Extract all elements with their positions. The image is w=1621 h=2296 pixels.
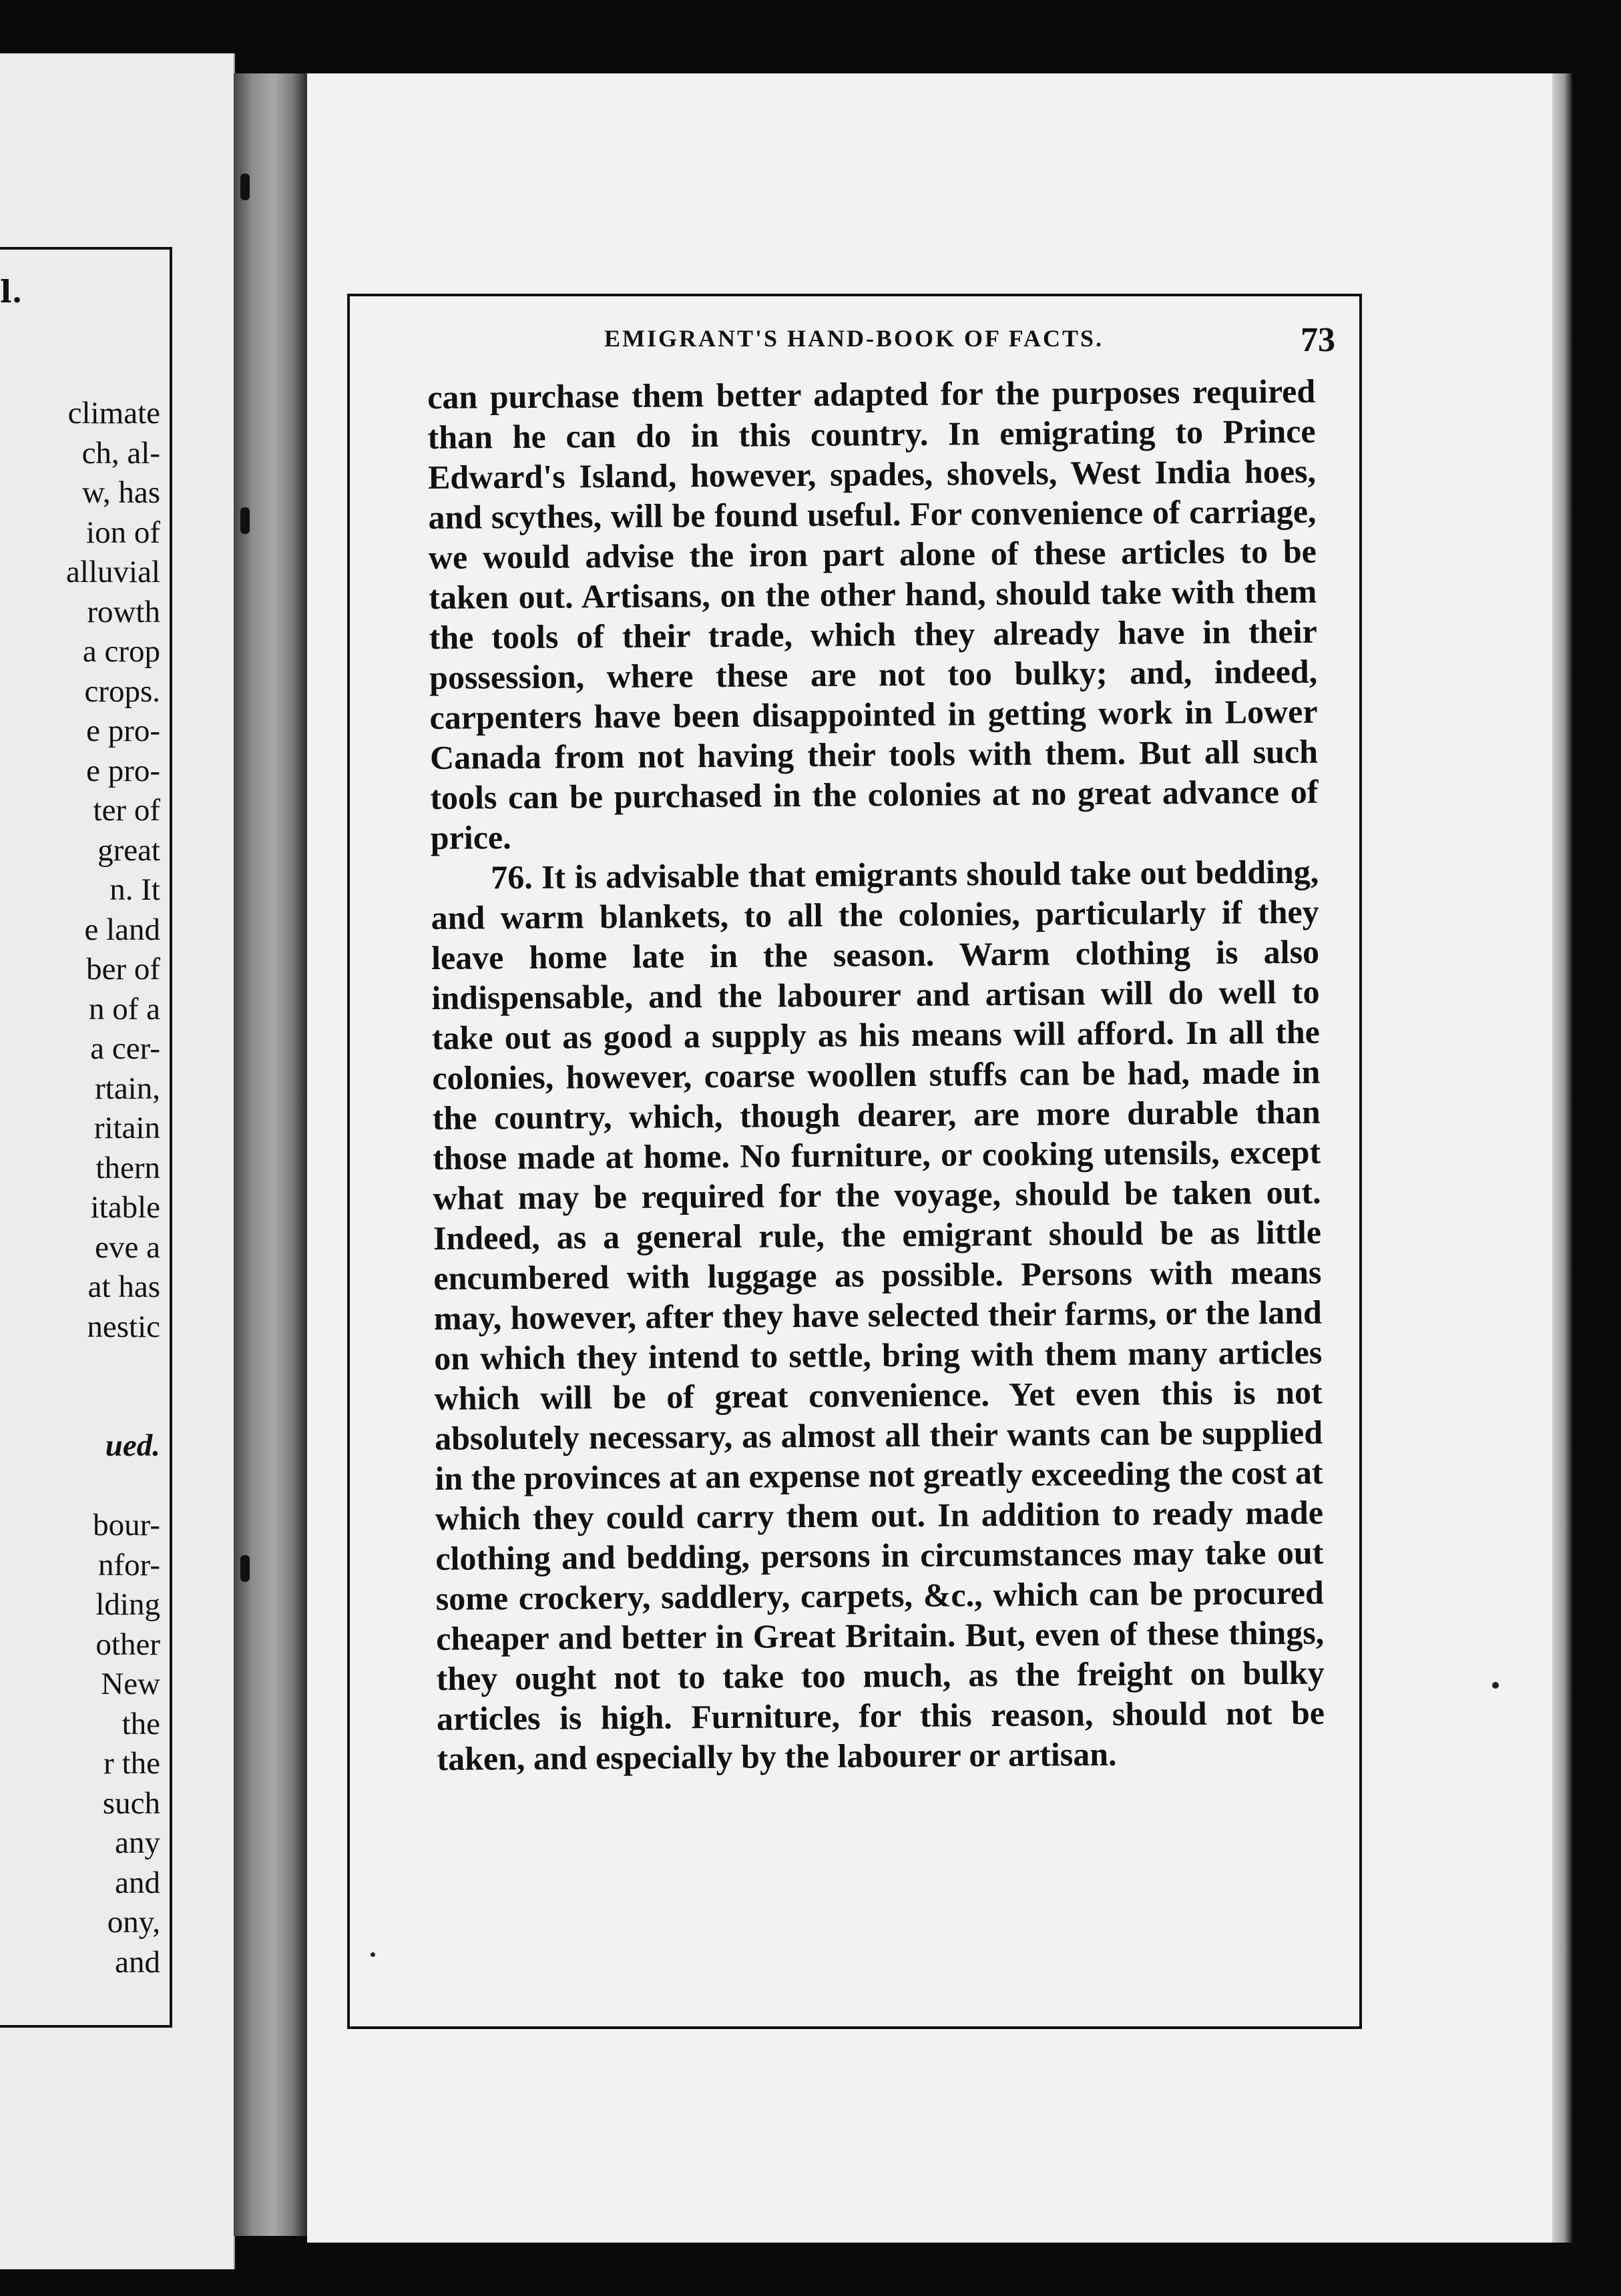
left-page-line: at has (87, 1269, 160, 1304)
left-page-line: ritain (93, 1111, 160, 1145)
binding-mark (240, 174, 250, 200)
left-page-line: a cer- (90, 1031, 160, 1066)
left-page-line: eve a (95, 1229, 160, 1265)
left-page-line: New (101, 1667, 160, 1701)
left-page-line: n of a (88, 991, 160, 1027)
left-page-line: ued. (105, 1428, 160, 1463)
left-page-line: any (115, 1825, 160, 1860)
left-page-line: r the (103, 1746, 160, 1781)
page-edge (1552, 73, 1572, 2243)
running-head (414, 320, 1335, 367)
left-page-heading-fragment: l. (0, 274, 23, 310)
left-page-line: ch, al- (81, 435, 160, 471)
left-page-line: e land (84, 912, 160, 947)
left-page-line: and (115, 1944, 160, 1980)
body-text (427, 371, 1325, 1779)
page-number: 73 (1301, 321, 1335, 359)
continuation-paragraph: can purchase them better adapted for the purposes required than he can do in this country. In emigrating to Prince Edward's Island, however, spades, shovels, West India hoes, and scythes, will be found useful. For convenience of carriage, we would advise the iron part alone of these articles to be taken out. Artisans, on the other hand, should take with them the tools of their trade, which they already have in their possession, where these are not too bulky; and, indeed, carpenters have been disappointed in getting work in Lower Canada from not having their tools with them. But all such tools can be purchased in the colonies at no great advance of price. (427, 372, 1319, 856)
left-page-line: ony, (107, 1905, 160, 1940)
left-page-line: climate (67, 396, 160, 431)
left-page-line: w, has (81, 475, 160, 510)
left-page-line: e pro- (86, 713, 160, 748)
left-page-line: the (122, 1706, 160, 1741)
left-page-line: and (115, 1865, 160, 1900)
left-page-line: such (102, 1785, 160, 1821)
left-page-line: alluvial (66, 555, 160, 589)
left-page-line: other (95, 1627, 160, 1662)
left-page-text-column (13, 394, 160, 1982)
left-page-line: great (97, 832, 160, 868)
left-page-line: nestic (87, 1309, 160, 1344)
binding-mark (240, 507, 250, 534)
paragraph-76: 76. It is advisable that emigrants should take out bedding, and warm blankets, to all the colonies, particularly if they leave home late in the season. Warm clothing is also indispensable, and the labourer and artisan will do well to take out as good a supply as his means will afford. In all the colonies, however, coarse woollen stuffs can be had, made in the country, which, though dearer, are more durable than those made at home. No furniture, or cooking utensils, except what may be required for the voyage, should be taken out. Indeed, as a general rule, the emigrant should be as little encumbered with luggage as possible. Persons with means may, however, after they have selected their farms, or the land on which they intend to settle, bring with them many articles which will be of great convenience. Yet even this is not absolutely necessary, as almost all their wants can be supplied in the provinces at an expense not greatly exceeding the cost at which they could carry them out. In addition to ready made clothing and bedding, persons in circumstances may take out some crockery, saddlery, carpets, &c., which can be procured cheaper and better in Great Britain. But, even of these things, they ought not to take too much, as the freight on bulky articles is high. Furniture, for this reason, should not be taken, and especially by the labourer or artisan. (431, 852, 1325, 1777)
left-page-line: ber of (86, 952, 160, 986)
line-gap (13, 1347, 160, 1387)
running-title: EMIGRANT'S HAND-BOOK OF FACTS. (604, 325, 1104, 352)
left-page-line: crops. (84, 673, 160, 709)
left-page-line: rtain, (95, 1071, 160, 1106)
book-gutter (234, 73, 307, 2236)
left-page-line: rowth (87, 594, 160, 629)
left-page-line: n. It (109, 872, 160, 907)
left-page-fragment (0, 53, 235, 2269)
left-page-line: ter of (93, 793, 160, 828)
print-speck (1492, 1682, 1499, 1689)
line-gap (13, 1387, 160, 1427)
left-page-line: e pro- (86, 753, 160, 788)
left-page-line: lding (95, 1587, 160, 1622)
line-gap (13, 1466, 160, 1506)
left-page-line: a crop (82, 634, 160, 669)
print-speck (371, 1952, 375, 1957)
left-page-line: nfor- (97, 1547, 160, 1583)
left-page-line: bour- (93, 1508, 160, 1542)
left-page-line: thern (95, 1150, 160, 1185)
left-page-line: itable (90, 1190, 160, 1225)
binding-mark (240, 1555, 250, 1582)
left-page-line: ion of (86, 515, 160, 550)
